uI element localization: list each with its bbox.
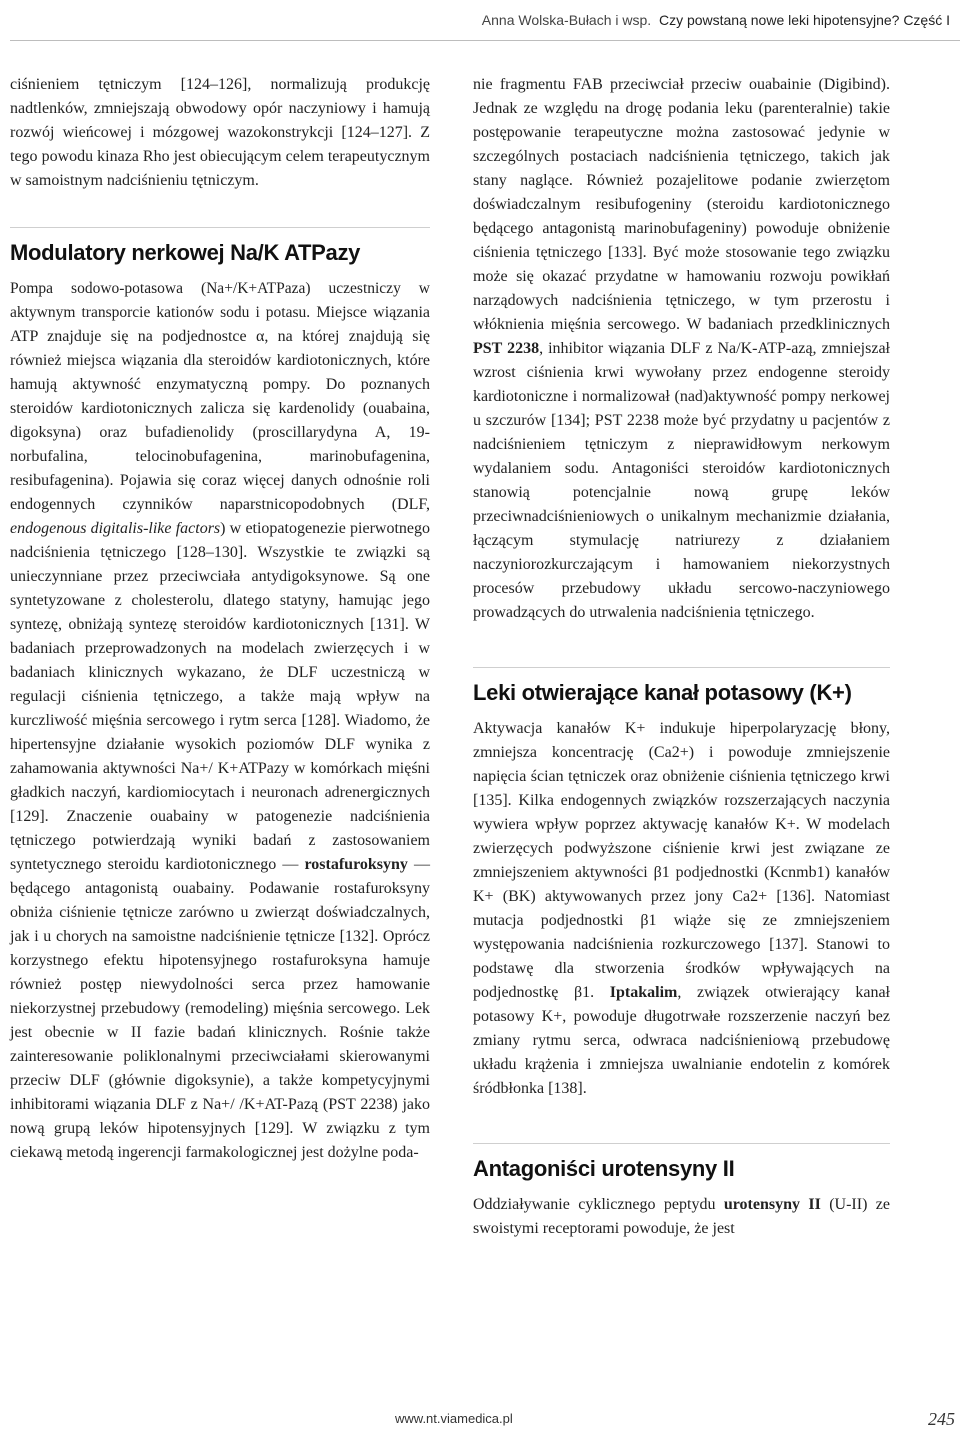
na-k-atpase-paragraph: Pompa sodowo-potasowa (Na+/K+ATPaza) uczestniczy w aktywnym transporcie kationów sodu i potasu. Miejsce wiązania ATP znajduje się na podjednostce α, na której znajdują się również miejsca wiązania dla steroidów kardiotonicznych, które hamują aktywność enzymatyczną pompy. Do poznanych steroidów kardiotonicznych zalicza się kardenolidy (ouabaina, digoksyna) oraz bufadienolidy (proscillarydyna A, 19-norbufalina, telocinobufagenina, marinobufagenina, resibufagenina). Pojawia się coraz więcej danych odnośnie roli endogennych czynników naparstnicopodobnych (DLF, endogenous digitalis-like factors) w etiopatogenezie pierwotnego nadciśnienia tętniczego [128–130]. Wszystkie te związki są unieczynniane przez przeciwciała antydigoksynowe. Są one syntetyzowane z cholesterolu, dlatego statyny, hamując jego syntezę, obniżają syntezę steroidów kardiotonicznych [131]. W badaniach przeprowadzonych na modelach zwierzęcych i w badaniach klinicznych wykazano, że DLF uczestniczą w regulacji ciśnienia tętniczego, a także mają wpływ na kurczliwość mięśnia sercowego i rytm serca [128]. Wiadomo, że hipertensyjne działanie wysokich poziomów DLF wynika z zahamowania aktywności Na+/ K+ATPazy w komórkach mięśni gładkich naczyń, kardiomiocytach i neuronach adrenergicznych [129]. Znaczenie ouabainy w patogenezie nadciśnienia tętniczego potwierdzają wyniki badań z zastosowaniem syntetycznego steroidu kardiotonicznego — rostafuroksyny — będącego antagonistą ouabainy. Podawanie rostafuroksyny obniża ciśnienie tętnicze zarówno u zwierząt doświadczalnych, jak i u chorych na samoistne nadciśnienie tętnicze [132]. Oprócz korzystnego efektu hipotensyjnego rostafuroksyna hamuje również postęp niewydolności serca przez hamowanie niekorzystnej przebudowy (remodeling) mięśnia sercowego. Lek jest obecnie w II fazie badań klinicznych. Rośnie także zainteresowanie poliklonalnymi przeciwciałami skierowanymi przeciw DLF (głównie digoksynie), a także kompetycyjnymi inhibitorami wiązania DLF z Na+/ /K+AT-Pazą (PST 2238) jako nową grupą leków hipotensyjnych [129]. W związku z tym ciekawą metodą ingerencji farmakologicznej jest dożylne poda- — [10, 280, 431, 1161]
section-heading-potassium-channel: Leki otwierające kanał potasowy (K+) — [473, 667, 890, 709]
pst-2238-term: PST 2238 — [473, 340, 540, 357]
running-head-title: Czy powstaną nowe leki hipotensyjne? Część I — [658, 12, 950, 28]
iptakalim-term: Iptakalim — [609, 984, 678, 1001]
potassium-channel-paragraph: Aktywacja kanałów K+ indukuje hiperpolaryzację błony, zmniejsza koncentrację (Ca2+) i powoduje zmniejszenie napięcia ścian tętniczek oraz obniżenie ciśnienia tętniczego krwi [135]. Kilka endogennych związków rozszerzających naczynia wywiera wpływ poprzez aktywację kanałów K+. W modelach zwierzęcych podwyższone ciśnienie krwi jest związane ze zmniejszeniem aktywności β1 podjednostki (Kcnmb1) kanałów K+ (BK) aktywowanych przez jony Ca2+ [136]. Natomiast mutacja podjednostki β1 wiąże się ze zmniejszeniem występowania nadciśnienia rozkurczowego [137]. Stanowi to podstawę dla stworzenia środków wpływających na podjednostkę β1. Iptakalim, związek otwierający kanał potasowy K+, powoduje długotrwałe rozszerzenie naczyń bez zmiany rytmu serca, odwraca nadciśnieniową przebudowę układu krążenia i zmniejsza uwalnianie endotelin z komórek śródbłonka [138]. — [473, 720, 890, 1097]
continuation-paragraph: nie fragmentu FAB przeciwciał przeciw ouabainie (Digibind). Jednak ze względu na drogę podania leku (parenteralnie) takie postępowanie terapeutyczne można zastosować jedynie w szczególnych postaciach nadciśnienia tętniczego, takich jak stany naglące. Również pozajelitowe podanie zwierzętom doświadczalnym resibufogeniny (steroidu kardiotonicznego będącego antagonistą marinobufageniny) powoduje obniżenie ciśnienia tętniczego [133]. Być może stosowanie tego związku może się okazać przydatne w hamowaniu rozwoju powikłań narządowych nadciśnienia tętniczego, w tym przerostu i włóknienia mięśnia sercowego. W badaniach przedklinicznych PST 2238, inhibitor wiązania DLF z Na/K-ATP-azą, zmniejszał wzrost ciśnienia krwi wywołany przez endogenne steroidy kardiotoniczne i normalizował (nad)aktywność pompy nerkowej u szczurów [134]; PST 2238 może być przydatny u pacjentów z nadciśnieniem tętniczym z nieprawidłowym nerkowym wydalaniem sodu. Antagoniści steroidów kardiotonicznych stanowią potencjalnie nową grupę leków przeciwnadciśnieniowych o unikalnym mechanizmie działania, łączącym stymulację natriurezy z działaniem naczyniorozkurczającym i hamowaniem niekorzystnych procesów przebudowy układu sercowo-naczyniowego prowadzących do utrwalenia nadciśnienia tętniczego. — [473, 76, 890, 621]
intro-paragraph: ciśnieniem tętniczym [124–126], normalizują produkcję nadtlenków, zmniejszają obwodowy opór naczyniowy i hamują rozwój wieńcowej i mózgowej wazokonstrykcji [124–127]. Z tego powodu kinaza Rho jest obiecującym celem terapeutycznym w samoistnym nadciśnieniu tętniczym. — [10, 76, 430, 189]
urotensin-term: urotensyny II — [723, 1196, 821, 1213]
section-heading-urotensin: Antagoniści urotensyny II — [473, 1143, 890, 1185]
page-number: 245 — [928, 1409, 955, 1429]
running-head-authors: Anna Wolska-Bułach i wsp. — [481, 12, 652, 28]
section-lead: Pompa sodowo-potasowa (Na+/K+ATPaza) uczestniczy w aktywnym transporcie kationów sodu i potasu. — [10, 280, 430, 321]
footer-url: www.nt.viamedica.pl — [395, 1411, 513, 1426]
header-divider — [10, 40, 960, 41]
urotensin-paragraph: Oddziaływanie cyklicznego peptydu urotensyny II (U-II) ze swoistymi receptorami powoduje, że jest — [473, 1196, 890, 1237]
left-column — [10, 73, 430, 1165]
right-column — [473, 73, 890, 1241]
section-heading-na-k-atpase: Modulatory nerkowej Na/K ATPazy — [10, 227, 430, 269]
dlf-term: endogenous digitalis-like factors — [10, 520, 221, 537]
running-head — [482, 12, 950, 28]
rostafuroksyna-term: rostafuroksyny — [304, 856, 408, 873]
